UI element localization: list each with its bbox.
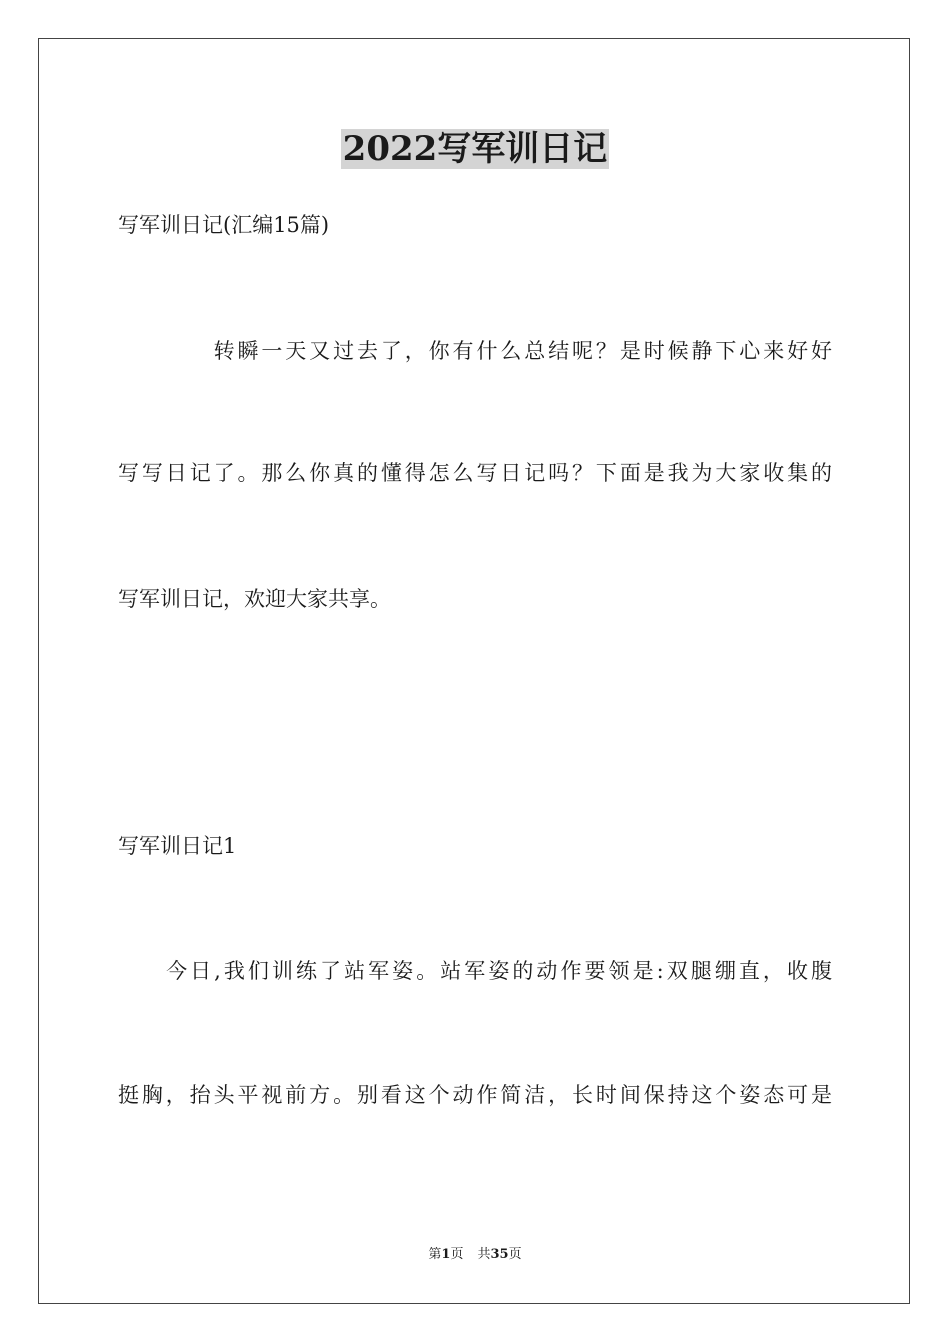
footer-total-suffix: 页: [508, 1247, 522, 1262]
intro-line-3: 写军训日记，欢迎大家共享。: [118, 587, 391, 611]
section-heading: 写军训日记1: [118, 834, 237, 858]
body-line-2: 挺胸，抬头平视前方。别看这个动作简洁，长时间保持这个姿态可是: [118, 1083, 832, 1107]
intro-line-2: 写写日记了。那么你真的懂得怎么写日记吗？下面是我为大家收集的: [118, 461, 832, 485]
footer-page-prefix: 第: [428, 1247, 442, 1262]
document-subtitle: 写军训日记(汇编15篇): [118, 213, 330, 237]
footer-page-mid: 页: [450, 1247, 464, 1262]
footer-page-current: 1: [441, 1247, 451, 1262]
body-line-1: 今日,我们训练了站军姿。站军姿的动作要领是:双腿绷直，收腹: [118, 959, 832, 983]
footer-page-total: 35: [490, 1247, 509, 1262]
page-footer: [0, 1245, 950, 1265]
intro-line-1: 转瞬一天又过去了，你有什么总结呢？是时候静下心来好好: [118, 339, 832, 363]
footer-total-prefix: 共: [477, 1247, 491, 1262]
document-title: [0, 124, 950, 174]
document-title-text: 2022写军训日记: [342, 129, 608, 169]
